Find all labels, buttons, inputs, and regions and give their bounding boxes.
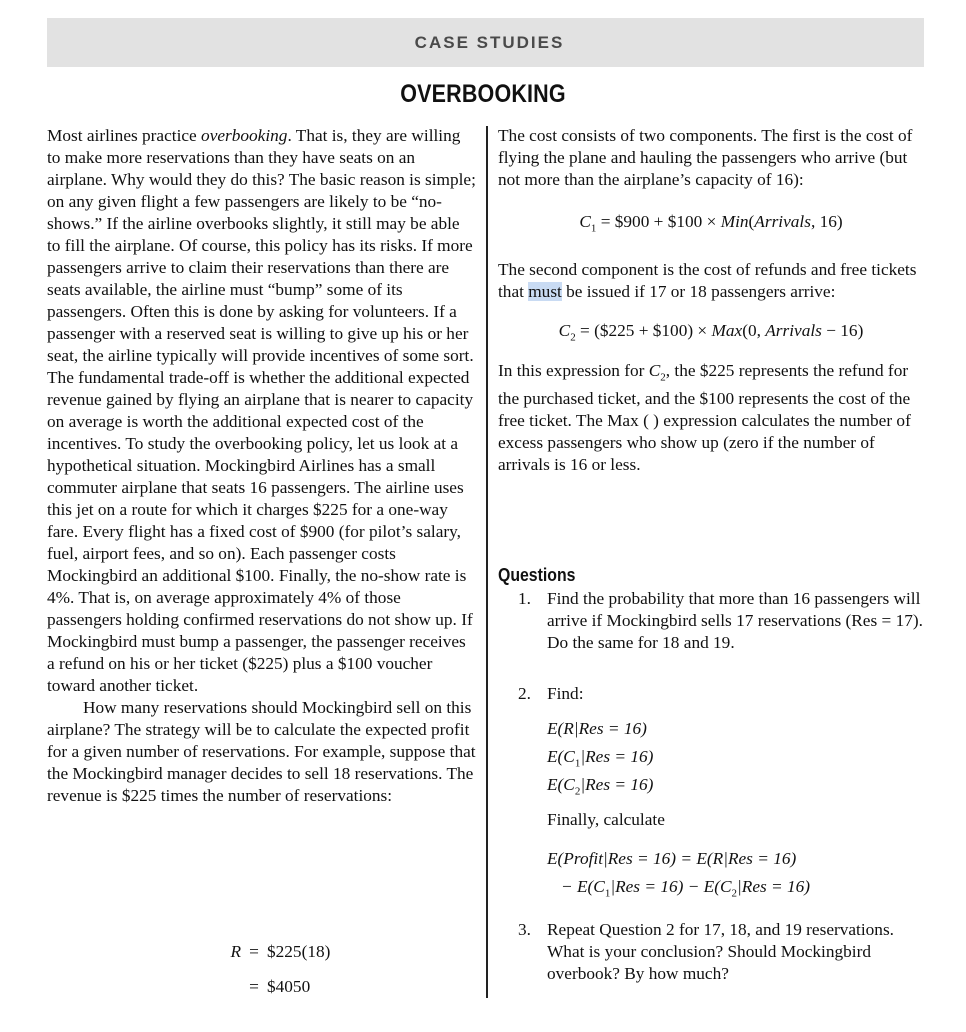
expectation-revenue: E(R|Res = 16) [547,719,647,738]
expected-profit-line-1: E(Profit|Res = 16) = E(R|Res = 16) [547,849,797,868]
left-column [47,125,477,807]
intro-paragraph: Most airlines practice overbooking. That is, they are willing to make more reservations than they have seats on an airplane. Why would they do this? The basic reason is simple; on any given flight a few passengers are likely to be “no-shows.” If the airline overbooks slightly, it still may be able to fill the airplane. Of course, this policy has its risks. If more passengers arrive to claim their reservations than there are seats available, the airline must “bump” some of its passengers. Often this is done by asking for volunteers. If a passenger with a reserved seat is willing to give up his or her seat, the airline typically will provide incentives of some sort. The fundamental trade-off is whether the additional expected revenue gained by flying an airplane that is nearer to capacity on average is worth the additional expected cost of the incentives. To study the overbooking policy, let us look at a hypothetical situation. Mockingbird Airlines has a small commuter airplane that seats 16 passengers. The airline uses this jet on a route for which it charges $225 for a one-way fare. Every flight has a fixed cost of $900 (for pilot’s salary, fuel, airport fees, and so on). Each passenger costs Mockingbird an additional $100. Finally, the no-show rate is 4%. That is, on average approximately 4% of those passengers holding confirmed reservations do not show up. If Mockingbird must bump a passenger, the passenger receives a refund on his or her ticket ($225) plus a $100 voucher toward another ticket. [47,126,476,695]
cost-paragraph: The cost consists of two components. The first is the cost of flying the plane and hauling the passengers who arrive (but not more than the airplane’s capacity of 16): [498,126,913,189]
cost-equation-c1: $C_1$ = $900 + $100 × Min(Arrivals, 16) [579,212,843,235]
revenue-equation: R = $225(18) = $4050 [213,934,330,1004]
equation-rhs-1: $225(18) [267,941,331,961]
refund-paragraph: The second component is the cost of refunds and free tickets that must be issued if 17 or 18 passengers arrive: [498,260,917,302]
equation-lhs: R [230,941,241,961]
highlighted-word: must [528,282,562,302]
equation-rhs-2: $4050 [267,976,311,996]
strategy-paragraph: How many reservations should Mockingbird sell on this airplane? The strategy will be to calculate the expected profit for a given number of reservations. For example, suppose that the Mockingbird manager decides to sell 18 reservations. The revenue is $225 times the number of reservations: [47,698,476,805]
cost-equation-c2: $C_2$ = ($225 + $100) × Max(0, Arrivals − 16) [558,321,864,344]
explanation-paragraph: In this expression for $C_2$, the $225 represents the refund for the purchased ticket, and the $100 represents the cost of the free ticket. The Max ( ) expression calculates the number of excess passengers who show up (zero if the number of arrivals is 16 or less. [498,360,911,475]
expectation-c2: $E(C_2|Res = 16)$ [547,775,654,798]
expected-profit-line-2: − $E(C_1|Res = 16) - E(C_2|Res = 16)$ [561,877,811,900]
expectation-c1: $E(C_1|Res = 16)$ [547,747,654,770]
column-divider [486,126,488,998]
section-banner [47,18,924,67]
right-column [498,125,924,476]
page-title: OVERBOOKING [400,80,566,108]
questions-heading: Questions [498,565,576,585]
section-label: CASE STUDIES [414,32,565,52]
emphasis-term: overbooking [201,126,288,145]
